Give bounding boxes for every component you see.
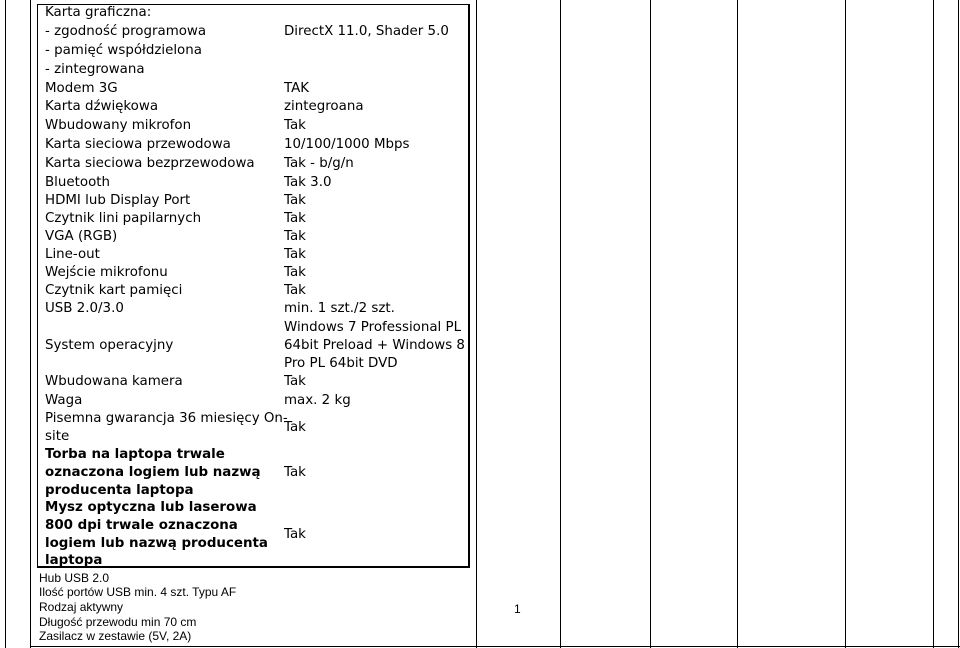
column-border: [5, 0, 6, 648]
spec-value-dzwiek: zintegroana: [284, 99, 364, 114]
spec-label-torba-3: producenta laptopa: [45, 483, 194, 498]
spec-pamiec: - pamięć współdzielona: [45, 43, 202, 58]
spec-value-os-2: 64bit Preload + Windows 8: [284, 338, 465, 353]
hub-line-3: Rodzaj aktywny: [39, 600, 124, 614]
spec-label-hdmi: HDMI lub Display Port: [45, 193, 191, 208]
spec-value-hdmi: Tak: [284, 193, 306, 208]
spec-value-mikrofon: Tak: [284, 118, 306, 133]
spec-label-dzwiek: Karta dźwiękowa: [45, 99, 159, 114]
spec-value-usb: min. 1 szt./2 szt.: [284, 301, 395, 316]
column-border: [560, 0, 561, 648]
spec-value-lan: 10/100/1000 Mbps: [284, 137, 410, 152]
quantity-cell: 1: [514, 602, 521, 616]
spec-label-mysz-4: laptopa: [45, 553, 103, 568]
column-border: [958, 0, 959, 648]
spec-value-torba: Tak: [284, 465, 306, 480]
column-border: [737, 0, 738, 648]
column-border: [476, 0, 477, 648]
spec-label-mysz-1: Mysz optyczna lub laserowa: [45, 500, 257, 515]
spec-value-os-1: Windows 7 Professional PL: [284, 320, 462, 335]
spec-label-mysz-3: logiem lub nazwą producenta: [45, 536, 268, 551]
spec-label-os: System operacyjny: [45, 338, 174, 353]
column-border: [845, 0, 846, 648]
spec-label-modem: Modem 3G: [45, 81, 118, 96]
column-border: [933, 0, 934, 648]
spec-value-card-reader: Tak: [284, 283, 306, 298]
spec-label-bluetooth: Bluetooth: [45, 175, 111, 190]
spec-label-mysz-2: 800 dpi trwale oznaczona: [45, 518, 238, 533]
spec-label-card-reader: Czytnik kart pamięci: [45, 283, 183, 298]
spec-value-zgodnosc: DirectX 11.0, Shader 5.0: [284, 24, 449, 39]
spec-label-wifi: Karta sieciowa bezprzewodowa: [45, 156, 255, 171]
spec-label-torba-2: oznaczona logiem lub nazwą: [45, 465, 261, 480]
bottom-rule: [30, 646, 960, 647]
column-border: [30, 0, 31, 648]
spec-zintegrowana: - zintegrowana: [45, 62, 145, 77]
spec-value-wifi: Tak - b/g/n: [284, 156, 354, 171]
spec-karta-graficzna: Karta graficzna:: [45, 5, 152, 20]
spec-label-vga: VGA (RGB): [45, 229, 118, 244]
spec-label-kamera: Wbudowana kamera: [45, 374, 183, 389]
spec-value-waga: max. 2 kg: [284, 393, 351, 408]
spec-value-vga: Tak: [284, 229, 306, 244]
hub-line-2: Ilość portów USB min. 4 szt. Typu AF: [39, 585, 237, 599]
spec-value-mysz: Tak: [284, 527, 306, 542]
spec-value-bluetooth: Tak 3.0: [284, 175, 332, 190]
spec-value-kamera: Tak: [284, 374, 306, 389]
spec-label-zgodnosc: - zgodność programowa: [45, 24, 207, 39]
hub-line-5: Zasilacz w zestawie (5V, 2A): [39, 629, 192, 643]
spec-value-mic-in: Tak: [284, 265, 306, 280]
spec-label-torba-1: Torba na laptopa trwale: [45, 447, 225, 462]
column-border: [650, 0, 651, 648]
spec-label-mic-in: Wejście mikrofonu: [45, 265, 168, 280]
hub-line-4: Długość przewodu min 70 cm: [39, 615, 197, 629]
spec-label-lan: Karta sieciowa przewodowa: [45, 137, 231, 152]
spec-label-papilar: Czytnik lini papilarnych: [45, 211, 202, 226]
spec-value-papilar: Tak: [284, 211, 306, 226]
spec-value-gwarancja: Tak: [284, 420, 306, 435]
spec-label-waga: Waga: [45, 393, 83, 408]
spec-value-os-3: Pro PL 64bit DVD: [284, 356, 398, 371]
spec-label-mikrofon: Wbudowany mikrofon: [45, 118, 192, 133]
spec-label-usb: USB 2.0/3.0: [45, 301, 124, 316]
hub-line-1: Hub USB 2.0: [39, 571, 110, 585]
spec-label-gwarancja-1: Pisemna gwarancja 36 miesięcy On-: [45, 411, 288, 426]
spec-value-lineout: Tak: [284, 247, 306, 262]
spec-label-lineout: Line-out: [45, 247, 100, 262]
spec-value-modem: TAK: [284, 81, 310, 96]
spec-label-gwarancja-2: site: [45, 429, 70, 444]
